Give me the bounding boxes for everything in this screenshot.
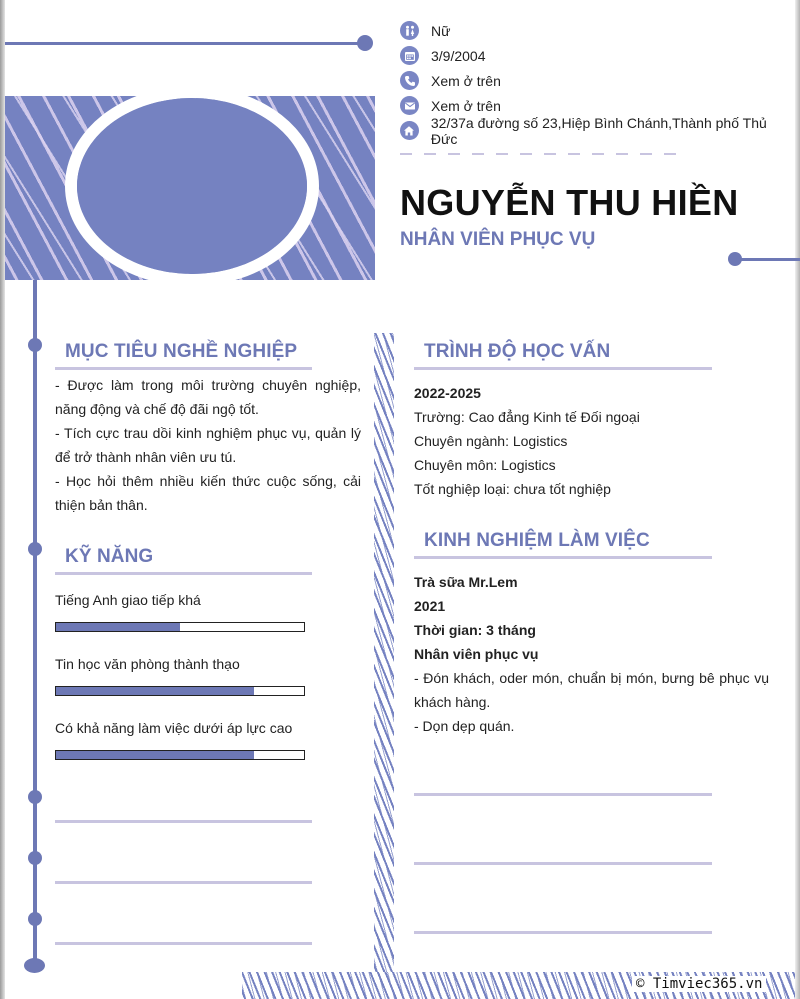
phone-value: Xem ở trên bbox=[431, 72, 501, 89]
education-major: Chuyên ngành: Logistics bbox=[414, 433, 568, 449]
experience-task: - Đón khách, oder món, chuẩn bị món, bưng bê phục vụ khách hàng. bbox=[414, 670, 769, 710]
contact-gender bbox=[400, 18, 795, 43]
education-title: TRÌNH ĐỘ HỌC VẤN bbox=[424, 341, 611, 362]
skill-bar bbox=[55, 622, 305, 632]
timeline-dot-empty-1 bbox=[28, 790, 42, 804]
contact-address bbox=[400, 114, 795, 147]
skill-bar-fill bbox=[56, 687, 254, 695]
email-value: Xem ở trên bbox=[431, 97, 501, 114]
skill-bar-fill bbox=[56, 623, 180, 631]
email-icon bbox=[400, 96, 419, 115]
avatar-ring bbox=[65, 96, 319, 280]
contact-list bbox=[400, 18, 795, 147]
experience-title-underline bbox=[414, 556, 712, 559]
experience-title: KINH NGHIỆM LÀM VIỆC bbox=[424, 530, 650, 551]
education-period: 2022-2025 bbox=[414, 385, 481, 401]
experience-duration: Thời gian: 3 tháng bbox=[414, 622, 536, 638]
education-subject: Chuyên môn: Logistics bbox=[414, 457, 556, 473]
skills-title-underline bbox=[55, 572, 312, 575]
top-left-dot bbox=[357, 35, 373, 51]
skill-label: Tiếng Anh giao tiếp khá bbox=[55, 592, 201, 608]
top-left-rule bbox=[5, 42, 365, 45]
contact-dashed-divider bbox=[400, 153, 680, 155]
avatar bbox=[77, 98, 307, 274]
page-right-edge bbox=[795, 0, 800, 999]
address-value: 32/37a đường số 23,Hiệp Bình Chánh,Thành phố Thủ Đức bbox=[430, 114, 767, 147]
empty-section-rule bbox=[414, 862, 712, 865]
footer-brand: © Timviec365.vn bbox=[632, 976, 766, 992]
timeline-dot-empty-3 bbox=[28, 912, 42, 926]
experience-position: Nhân viên phục vụ bbox=[414, 646, 539, 662]
timeline-dot-skills bbox=[28, 542, 42, 556]
education-body bbox=[414, 381, 784, 501]
objective-item: - Tích cực trau dồi kinh nghiệm phục vụ, quản lý để trở thành nhân viên ưu tú. bbox=[55, 425, 361, 465]
objective-body bbox=[55, 373, 361, 517]
objective-item: - Học hỏi thêm nhiều kiến thức cuộc sống, cải thiện bản thân. bbox=[55, 473, 361, 513]
candidate-name: NGUYỄN THU HIỀN bbox=[400, 182, 739, 223]
center-brush-divider bbox=[374, 333, 394, 973]
contact-dob bbox=[400, 43, 795, 68]
timeline-dot-objective bbox=[28, 338, 42, 352]
empty-section-rule bbox=[414, 793, 712, 796]
empty-section-rule bbox=[55, 881, 312, 884]
right-rule bbox=[740, 258, 800, 261]
avatar-banner bbox=[5, 96, 375, 280]
objective-item: - Được làm trong môi trường chuyên nghiệp, năng động và chế độ đãi ngộ tốt. bbox=[55, 377, 361, 417]
calendar-icon bbox=[400, 46, 419, 65]
objective-title: MỤC TIÊU NGHỀ NGHIỆP bbox=[65, 341, 298, 362]
skills-title: KỸ NĂNG bbox=[65, 546, 154, 567]
timeline-dot-empty-2 bbox=[28, 851, 42, 865]
skill-label: Có khả năng làm việc dưới áp lực cao bbox=[55, 720, 293, 736]
experience-task: - Dọn dẹp quán. bbox=[414, 718, 515, 734]
contact-phone bbox=[400, 68, 795, 93]
candidate-role: NHÂN VIÊN PHỤC VỤ bbox=[400, 229, 596, 250]
dob-value: 3/9/2004 bbox=[431, 47, 486, 64]
phone-icon bbox=[400, 71, 419, 90]
gender-value: Nữ bbox=[431, 22, 451, 39]
experience-year: 2021 bbox=[414, 598, 446, 614]
experience-company: Trà sữa Mr.Lem bbox=[414, 574, 518, 590]
skill-bar-fill bbox=[56, 751, 254, 759]
home-icon bbox=[400, 121, 419, 140]
gender-icon bbox=[400, 21, 419, 40]
empty-section-rule bbox=[55, 942, 312, 945]
experience-body bbox=[414, 570, 769, 738]
education-school: Trường: Cao đẳng Kinh tế Đối ngoại bbox=[414, 409, 640, 425]
empty-section-rule bbox=[55, 820, 312, 823]
empty-section-rule bbox=[414, 931, 712, 934]
timeline-end-cap bbox=[24, 958, 45, 973]
skill-bar bbox=[55, 686, 305, 696]
education-graduation: Tốt nghiệp loại: chưa tốt nghiệp bbox=[414, 481, 611, 497]
objective-title-underline bbox=[55, 367, 312, 370]
education-title-underline bbox=[414, 367, 712, 370]
skill-label: Tin học văn phòng thành thạo bbox=[55, 656, 240, 672]
skill-bar bbox=[55, 750, 305, 760]
